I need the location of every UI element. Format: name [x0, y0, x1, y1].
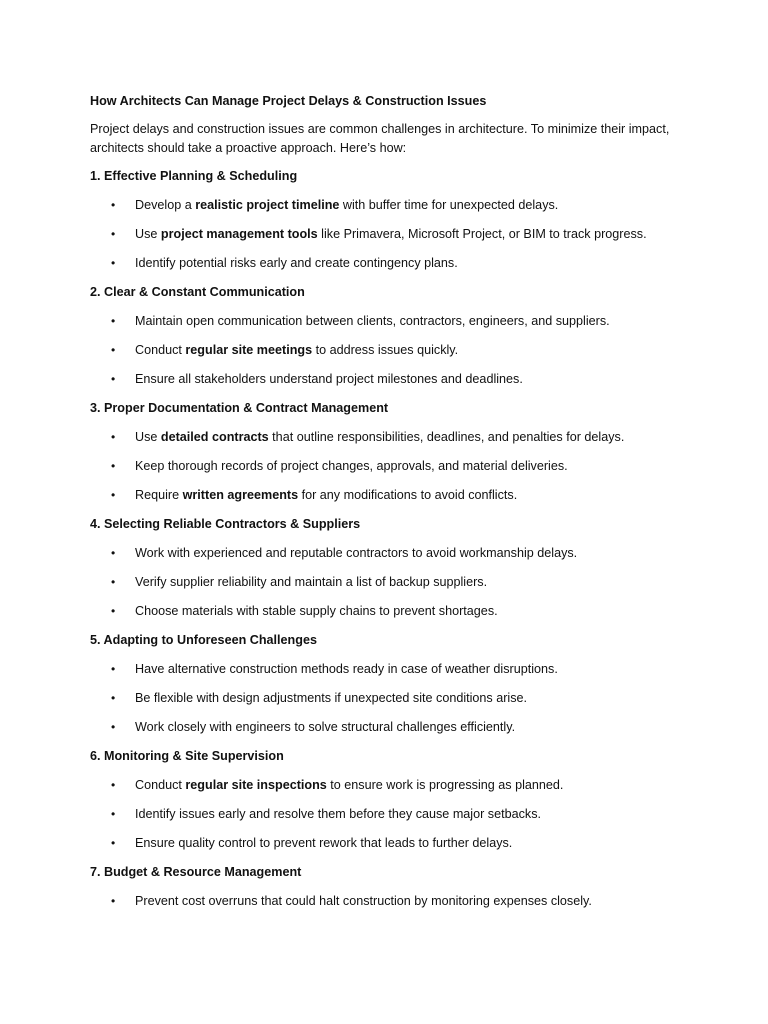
item-text: that outline responsibilities, deadlines, and penalties for delays.: [268, 430, 625, 444]
section-monitoring: [90, 747, 690, 853]
section-challenges: [90, 631, 690, 737]
section-planning: [90, 167, 690, 273]
bullet-icon: •: [111, 488, 116, 502]
bullet-icon: •: [111, 807, 116, 821]
bullet-icon: •: [111, 256, 116, 270]
item-text: Choose materials with stable supply chains to prevent shortages.: [135, 604, 498, 618]
document-title: How Architects Can Manage Project Delays & Construction Issues: [90, 94, 487, 108]
list-item: [90, 544, 690, 563]
item-text: Verify supplier reliability and maintain a list of backup suppliers.: [135, 575, 488, 589]
list-item: [90, 602, 690, 621]
list-item: [90, 457, 690, 476]
item-text: Be flexible with design adjustments if unexpected site conditions arise.: [135, 691, 528, 705]
list-item: [90, 486, 690, 505]
intro-paragraph: Project delays and construction issues are common challenges in architecture. To minimize their impact, architects should take a proactive approach. Here’s how:: [90, 122, 670, 155]
bullet-icon: •: [111, 198, 116, 212]
item-text: Use: [135, 227, 161, 241]
item-text: to ensure work is progressing as planned.: [326, 778, 564, 792]
bullet-icon: •: [111, 459, 116, 473]
bullet-icon: •: [111, 546, 116, 560]
item-text: Develop a: [135, 198, 196, 212]
bullet-list: [90, 776, 690, 853]
item-text: Conduct: [135, 778, 186, 792]
item-emphasis: detailed contracts: [160, 430, 269, 444]
list-item: [90, 370, 690, 389]
item-emphasis: project management tools: [160, 227, 318, 241]
section-budget: [90, 863, 690, 911]
section-heading: 4. Selecting Reliable Contractors & Suppliers: [90, 517, 361, 531]
item-emphasis: written agreements: [182, 488, 299, 502]
item-text: Identify potential risks early and create contingency plans.: [135, 256, 458, 270]
bullet-icon: •: [111, 662, 116, 676]
item-text: Have alternative construction methods ready in case of weather disruptions.: [135, 662, 558, 676]
document-page: [90, 92, 690, 921]
section-heading: 3. Proper Documentation & Contract Management: [90, 401, 389, 415]
item-text: like Primavera, Microsoft Project, or BIM to track progress.: [317, 227, 647, 241]
list-item: [90, 805, 690, 824]
bullet-icon: •: [111, 778, 116, 792]
section-heading: 5. Adapting to Unforeseen Challenges: [90, 633, 317, 647]
bullet-list: [90, 196, 690, 273]
bullet-list: [90, 544, 690, 621]
bullet-icon: •: [111, 372, 116, 386]
item-text: for any modifications to avoid conflicts.: [298, 488, 518, 502]
list-item: [90, 689, 690, 708]
list-item: [90, 428, 690, 447]
section-heading: 1. Effective Planning & Scheduling: [90, 169, 298, 183]
bullet-icon: •: [111, 836, 116, 850]
item-text: Use: [135, 430, 161, 444]
item-text: Identify issues early and resolve them before they cause major setbacks.: [135, 807, 542, 821]
bullet-icon: •: [111, 604, 116, 618]
item-text: with buffer time for unexpected delays.: [339, 198, 559, 212]
item-emphasis: realistic project timeline: [195, 198, 340, 212]
list-item: [90, 776, 690, 795]
list-item: [90, 834, 690, 853]
bullet-list: [90, 428, 690, 505]
bullet-list: [90, 660, 690, 737]
item-emphasis: regular site meetings: [185, 343, 313, 357]
section-heading: 7. Budget & Resource Management: [90, 865, 302, 879]
section-communication: [90, 283, 690, 389]
list-item: [90, 254, 690, 273]
bullet-icon: •: [111, 343, 116, 357]
list-item: [90, 718, 690, 737]
section-contractors: [90, 515, 690, 621]
list-item: [90, 341, 690, 360]
item-text: Prevent cost overruns that could halt construction by monitoring expenses closely.: [135, 894, 592, 908]
item-text: Ensure all stakeholders understand project milestones and deadlines.: [135, 372, 523, 386]
list-item: [90, 660, 690, 679]
bullet-icon: •: [111, 314, 116, 328]
item-text: Work closely with engineers to solve structural challenges efficiently.: [135, 720, 516, 734]
list-item: [90, 573, 690, 592]
item-text: Require: [135, 488, 183, 502]
item-text: Conduct: [135, 343, 186, 357]
bullet-list: [90, 312, 690, 389]
bullet-icon: •: [111, 575, 116, 589]
section-heading: 6. Monitoring & Site Supervision: [90, 749, 284, 763]
item-emphasis: regular site inspections: [185, 778, 327, 792]
list-item: [90, 225, 690, 244]
section-documentation: [90, 399, 690, 505]
list-item: [90, 196, 690, 215]
list-item: [90, 312, 690, 331]
bullet-icon: •: [111, 227, 116, 241]
section-heading: 2. Clear & Constant Communication: [90, 285, 305, 299]
list-item: [90, 892, 690, 911]
bullet-icon: •: [111, 894, 116, 908]
bullet-icon: •: [111, 430, 116, 444]
item-text: Work with experienced and reputable contractors to avoid workmanship delays.: [135, 546, 578, 560]
item-text: Ensure quality control to prevent rework that leads to further delays.: [135, 836, 513, 850]
bullet-list: [90, 892, 690, 911]
bullet-icon: •: [111, 720, 116, 734]
item-text: Keep thorough records of project changes, approvals, and material deliveries.: [135, 459, 568, 473]
item-text: to address issues quickly.: [312, 343, 459, 357]
bullet-icon: •: [111, 691, 116, 705]
item-text: Maintain open communication between clients, contractors, engineers, and suppliers.: [135, 314, 610, 328]
